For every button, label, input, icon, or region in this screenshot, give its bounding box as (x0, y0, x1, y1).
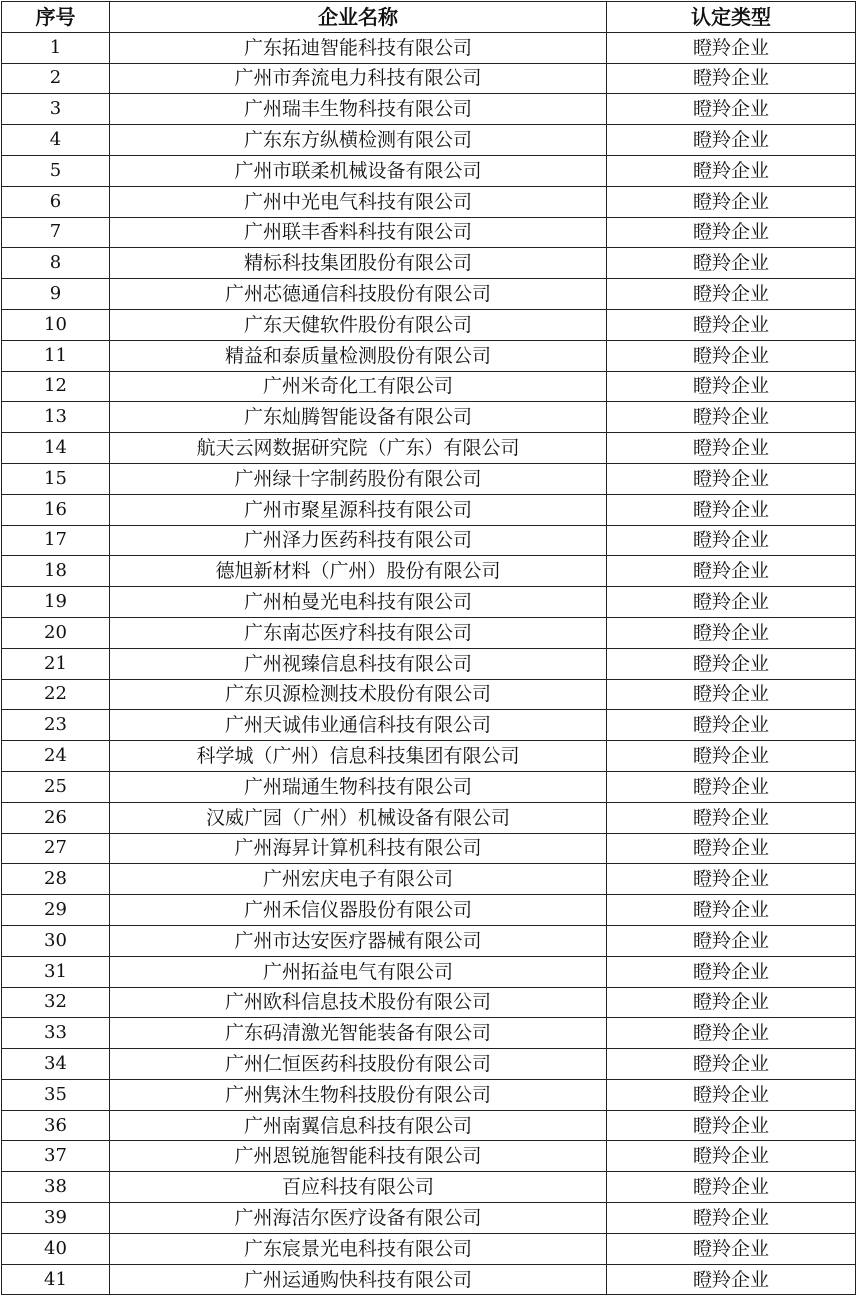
table-row (2, 1233, 856, 1264)
row-company-name: 广州隽沐生物科技股份有限公司 (110, 1079, 607, 1110)
row-company-name: 广东南芯医疗科技有限公司 (110, 617, 607, 648)
row-seq: 33 (2, 1018, 110, 1049)
row-seq: 34 (2, 1049, 110, 1080)
row-type: 瞪羚企业 (607, 155, 856, 186)
row-company-name: 广州市联柔机械设备有限公司 (110, 155, 607, 186)
table-row (2, 63, 856, 94)
table-row (2, 864, 856, 895)
row-type: 瞪羚企业 (607, 1018, 856, 1049)
row-type: 瞪羚企业 (607, 1141, 856, 1172)
table-row (2, 309, 856, 340)
table-row (2, 463, 856, 494)
row-company-name: 广州泽力医药科技有限公司 (110, 525, 607, 556)
row-seq: 22 (2, 679, 110, 710)
row-type: 瞪羚企业 (607, 741, 856, 772)
row-type: 瞪羚企业 (607, 802, 856, 833)
table-header (2, 2, 856, 33)
row-company-name: 精标科技集团股份有限公司 (110, 248, 607, 279)
row-type: 瞪羚企业 (607, 925, 856, 956)
row-seq: 13 (2, 402, 110, 433)
row-seq: 18 (2, 556, 110, 587)
row-company-name: 广东天健软件股份有限公司 (110, 309, 607, 340)
row-company-name: 汉威广园（广州）机械设备有限公司 (110, 802, 607, 833)
row-company-name: 广州米奇化工有限公司 (110, 371, 607, 402)
row-seq: 36 (2, 1110, 110, 1141)
table-row (2, 1172, 856, 1203)
row-type: 瞪羚企业 (607, 1079, 856, 1110)
row-company-name: 广州绿十字制药股份有限公司 (110, 463, 607, 494)
row-company-name: 广州瑞丰生物科技有限公司 (110, 94, 607, 125)
header-seq: 序号 (2, 2, 110, 33)
table-row (2, 186, 856, 217)
row-company-name: 广州芯德通信科技股份有限公司 (110, 279, 607, 310)
row-type: 瞪羚企业 (607, 987, 856, 1018)
table-row (2, 433, 856, 464)
row-type: 瞪羚企业 (607, 340, 856, 371)
row-seq: 5 (2, 155, 110, 186)
row-company-name: 广州仁恒医药科技股份有限公司 (110, 1049, 607, 1080)
row-company-name: 广州视臻信息科技有限公司 (110, 648, 607, 679)
row-company-name: 广州市达安医疗器械有限公司 (110, 925, 607, 956)
row-company-name: 广州柏曼光电科技有限公司 (110, 587, 607, 618)
row-type: 瞪羚企业 (607, 125, 856, 156)
row-company-name: 科学城（广州）信息科技集团有限公司 (110, 741, 607, 772)
row-seq: 11 (2, 340, 110, 371)
row-type: 瞪羚企业 (607, 402, 856, 433)
row-seq: 35 (2, 1079, 110, 1110)
row-seq: 27 (2, 833, 110, 864)
table-row (2, 617, 856, 648)
row-seq: 12 (2, 371, 110, 402)
row-company-name: 广东宸景光电科技有限公司 (110, 1233, 607, 1264)
row-seq: 3 (2, 94, 110, 125)
table-row (2, 340, 856, 371)
row-type: 瞪羚企业 (607, 679, 856, 710)
table-row (2, 125, 856, 156)
row-seq: 7 (2, 217, 110, 248)
row-type: 瞪羚企业 (607, 1264, 856, 1295)
row-type: 瞪羚企业 (607, 1110, 856, 1141)
row-type: 瞪羚企业 (607, 587, 856, 618)
table-row (2, 1141, 856, 1172)
row-type: 瞪羚企业 (607, 956, 856, 987)
row-type: 瞪羚企业 (607, 463, 856, 494)
row-company-name: 广东码清激光智能装备有限公司 (110, 1018, 607, 1049)
row-company-name: 广州宏庆电子有限公司 (110, 864, 607, 895)
table-row (2, 1264, 856, 1295)
row-seq: 10 (2, 309, 110, 340)
row-seq: 15 (2, 463, 110, 494)
header-row (2, 2, 856, 33)
row-type: 瞪羚企业 (607, 94, 856, 125)
table-row (2, 802, 856, 833)
row-type: 瞪羚企业 (607, 279, 856, 310)
row-type: 瞪羚企业 (607, 248, 856, 279)
table-row (2, 741, 856, 772)
table-row (2, 1018, 856, 1049)
table-row (2, 895, 856, 926)
table-row (2, 155, 856, 186)
row-type: 瞪羚企业 (607, 1049, 856, 1080)
row-type: 瞪羚企业 (607, 309, 856, 340)
row-seq: 26 (2, 802, 110, 833)
table-row (2, 710, 856, 741)
table-row (2, 371, 856, 402)
row-seq: 23 (2, 710, 110, 741)
table-row (2, 525, 856, 556)
row-type: 瞪羚企业 (607, 371, 856, 402)
row-company-name: 广州运通购快科技有限公司 (110, 1264, 607, 1295)
row-type: 瞪羚企业 (607, 32, 856, 63)
row-company-name: 广州海洁尔医疗设备有限公司 (110, 1203, 607, 1234)
row-company-name: 广州联丰香料科技有限公司 (110, 217, 607, 248)
row-company-name: 广州天诚伟业通信科技有限公司 (110, 710, 607, 741)
row-company-name: 百应科技有限公司 (110, 1172, 607, 1203)
table-row (2, 279, 856, 310)
row-type: 瞪羚企业 (607, 1203, 856, 1234)
row-type: 瞪羚企业 (607, 525, 856, 556)
row-seq: 1 (2, 32, 110, 63)
header-type: 认定类型 (607, 2, 856, 33)
row-seq: 14 (2, 433, 110, 464)
row-company-name: 德旭新材料（广州）股份有限公司 (110, 556, 607, 587)
row-type: 瞪羚企业 (607, 217, 856, 248)
row-seq: 24 (2, 741, 110, 772)
row-company-name: 广州欧科信息技术股份有限公司 (110, 987, 607, 1018)
row-company-name: 航天云网数据研究院（广东）有限公司 (110, 433, 607, 464)
table-row (2, 771, 856, 802)
row-type: 瞪羚企业 (607, 864, 856, 895)
table-row (2, 1079, 856, 1110)
table-row (2, 987, 856, 1018)
table-row (2, 494, 856, 525)
row-seq: 32 (2, 987, 110, 1018)
row-company-name: 广州市聚星源科技有限公司 (110, 494, 607, 525)
row-seq: 25 (2, 771, 110, 802)
row-seq: 20 (2, 617, 110, 648)
row-company-name: 广州瑞通生物科技有限公司 (110, 771, 607, 802)
row-seq: 4 (2, 125, 110, 156)
row-company-name: 精益和泰质量检测股份有限公司 (110, 340, 607, 371)
row-type: 瞪羚企业 (607, 63, 856, 94)
table-row (2, 679, 856, 710)
row-type: 瞪羚企业 (607, 494, 856, 525)
row-seq: 9 (2, 279, 110, 310)
row-seq: 16 (2, 494, 110, 525)
row-type: 瞪羚企业 (607, 433, 856, 464)
table-row (2, 402, 856, 433)
table-row (2, 1110, 856, 1141)
row-type: 瞪羚企业 (607, 771, 856, 802)
row-company-name: 广州恩锐施智能科技有限公司 (110, 1141, 607, 1172)
enterprise-table (1, 1, 856, 1295)
row-company-name: 广州市奔流电力科技有限公司 (110, 63, 607, 94)
row-company-name: 广东贝源检测技术股份有限公司 (110, 679, 607, 710)
table-row (2, 648, 856, 679)
table-body (2, 32, 856, 1295)
row-company-name: 广州南翼信息科技有限公司 (110, 1110, 607, 1141)
header-company-name: 企业名称 (110, 2, 607, 33)
table-row (2, 587, 856, 618)
table-row (2, 217, 856, 248)
row-type: 瞪羚企业 (607, 186, 856, 217)
row-company-name: 广州海昇计算机科技有限公司 (110, 833, 607, 864)
row-type: 瞪羚企业 (607, 710, 856, 741)
row-seq: 30 (2, 925, 110, 956)
row-company-name: 广州中光电气科技有限公司 (110, 186, 607, 217)
row-type: 瞪羚企业 (607, 617, 856, 648)
row-type: 瞪羚企业 (607, 1172, 856, 1203)
row-seq: 8 (2, 248, 110, 279)
row-seq: 40 (2, 1233, 110, 1264)
row-company-name: 广东拓迪智能科技有限公司 (110, 32, 607, 63)
row-type: 瞪羚企业 (607, 648, 856, 679)
table-row (2, 956, 856, 987)
row-company-name: 广州拓益电气有限公司 (110, 956, 607, 987)
table-row (2, 925, 856, 956)
row-seq: 6 (2, 186, 110, 217)
table-row (2, 1203, 856, 1234)
row-seq: 28 (2, 864, 110, 895)
table-row (2, 94, 856, 125)
row-type: 瞪羚企业 (607, 1233, 856, 1264)
row-seq: 19 (2, 587, 110, 618)
row-seq: 31 (2, 956, 110, 987)
table-row (2, 1049, 856, 1080)
row-seq: 37 (2, 1141, 110, 1172)
row-company-name: 广东灿腾智能设备有限公司 (110, 402, 607, 433)
row-type: 瞪羚企业 (607, 833, 856, 864)
row-company-name: 广州禾信仪器股份有限公司 (110, 895, 607, 926)
table-row (2, 833, 856, 864)
table-row (2, 556, 856, 587)
row-type: 瞪羚企业 (607, 895, 856, 926)
table-row (2, 248, 856, 279)
row-company-name: 广东东方纵横检测有限公司 (110, 125, 607, 156)
row-seq: 41 (2, 1264, 110, 1295)
row-type: 瞪羚企业 (607, 556, 856, 587)
row-seq: 29 (2, 895, 110, 926)
row-seq: 17 (2, 525, 110, 556)
row-seq: 21 (2, 648, 110, 679)
table-row (2, 32, 856, 63)
row-seq: 2 (2, 63, 110, 94)
row-seq: 39 (2, 1203, 110, 1234)
row-seq: 38 (2, 1172, 110, 1203)
